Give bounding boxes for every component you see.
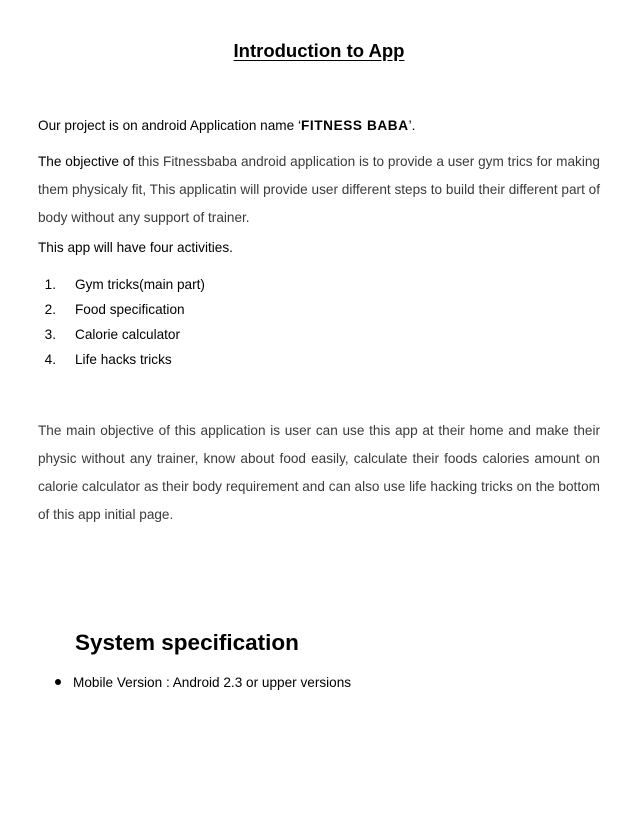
intro-text-before: Our project is on android Application name ‘ bbox=[38, 118, 301, 133]
intro-text-after: ’. bbox=[408, 118, 416, 133]
list-item bbox=[38, 347, 205, 372]
list-number: 2. bbox=[44, 302, 56, 317]
main-objective-paragraph: The main objective of this application is user can use this app at their home and make their physic without any trainer, know about food easily, calculate their foods calories amount on calorie calculator as their body requirement and can also use life hacking tricks on the bottom of this app initial page. bbox=[38, 423, 600, 522]
list-text: Food specification bbox=[75, 302, 185, 317]
list-item bbox=[55, 672, 351, 694]
list-number: 1. bbox=[44, 277, 56, 292]
list-item bbox=[38, 272, 205, 297]
page-title: Introduction to App bbox=[233, 40, 405, 61]
list-text: Gym tricks(main part) bbox=[75, 277, 205, 292]
list-item bbox=[38, 322, 205, 347]
list-number: 4. bbox=[44, 352, 56, 367]
bullet-icon bbox=[55, 679, 61, 685]
activities-list bbox=[38, 272, 205, 372]
activities-intro: This app will have four activities. bbox=[38, 240, 233, 255]
objective-paragraph bbox=[38, 148, 600, 232]
system-spec-heading: System specification bbox=[75, 630, 299, 655]
list-text: Calorie calculator bbox=[75, 327, 181, 342]
list-number: 3. bbox=[44, 327, 56, 342]
spec-text: Mobile Version : Android 2.3 or upper versions bbox=[73, 675, 352, 690]
objective-lead: The objective of bbox=[38, 154, 135, 169]
objective-text: this Fitnessbaba android application is to provide a user gym trics for making them physicaly fit, This applicatin will provide user different steps to build their different part of body without any support of trainer. bbox=[38, 154, 600, 225]
list-item bbox=[38, 297, 205, 322]
system-spec-list bbox=[55, 672, 351, 694]
app-brand-name: FITNESS BABA bbox=[300, 118, 409, 133]
list-text: Life hacks tricks bbox=[75, 352, 172, 367]
intro-paragraph bbox=[38, 112, 600, 140]
